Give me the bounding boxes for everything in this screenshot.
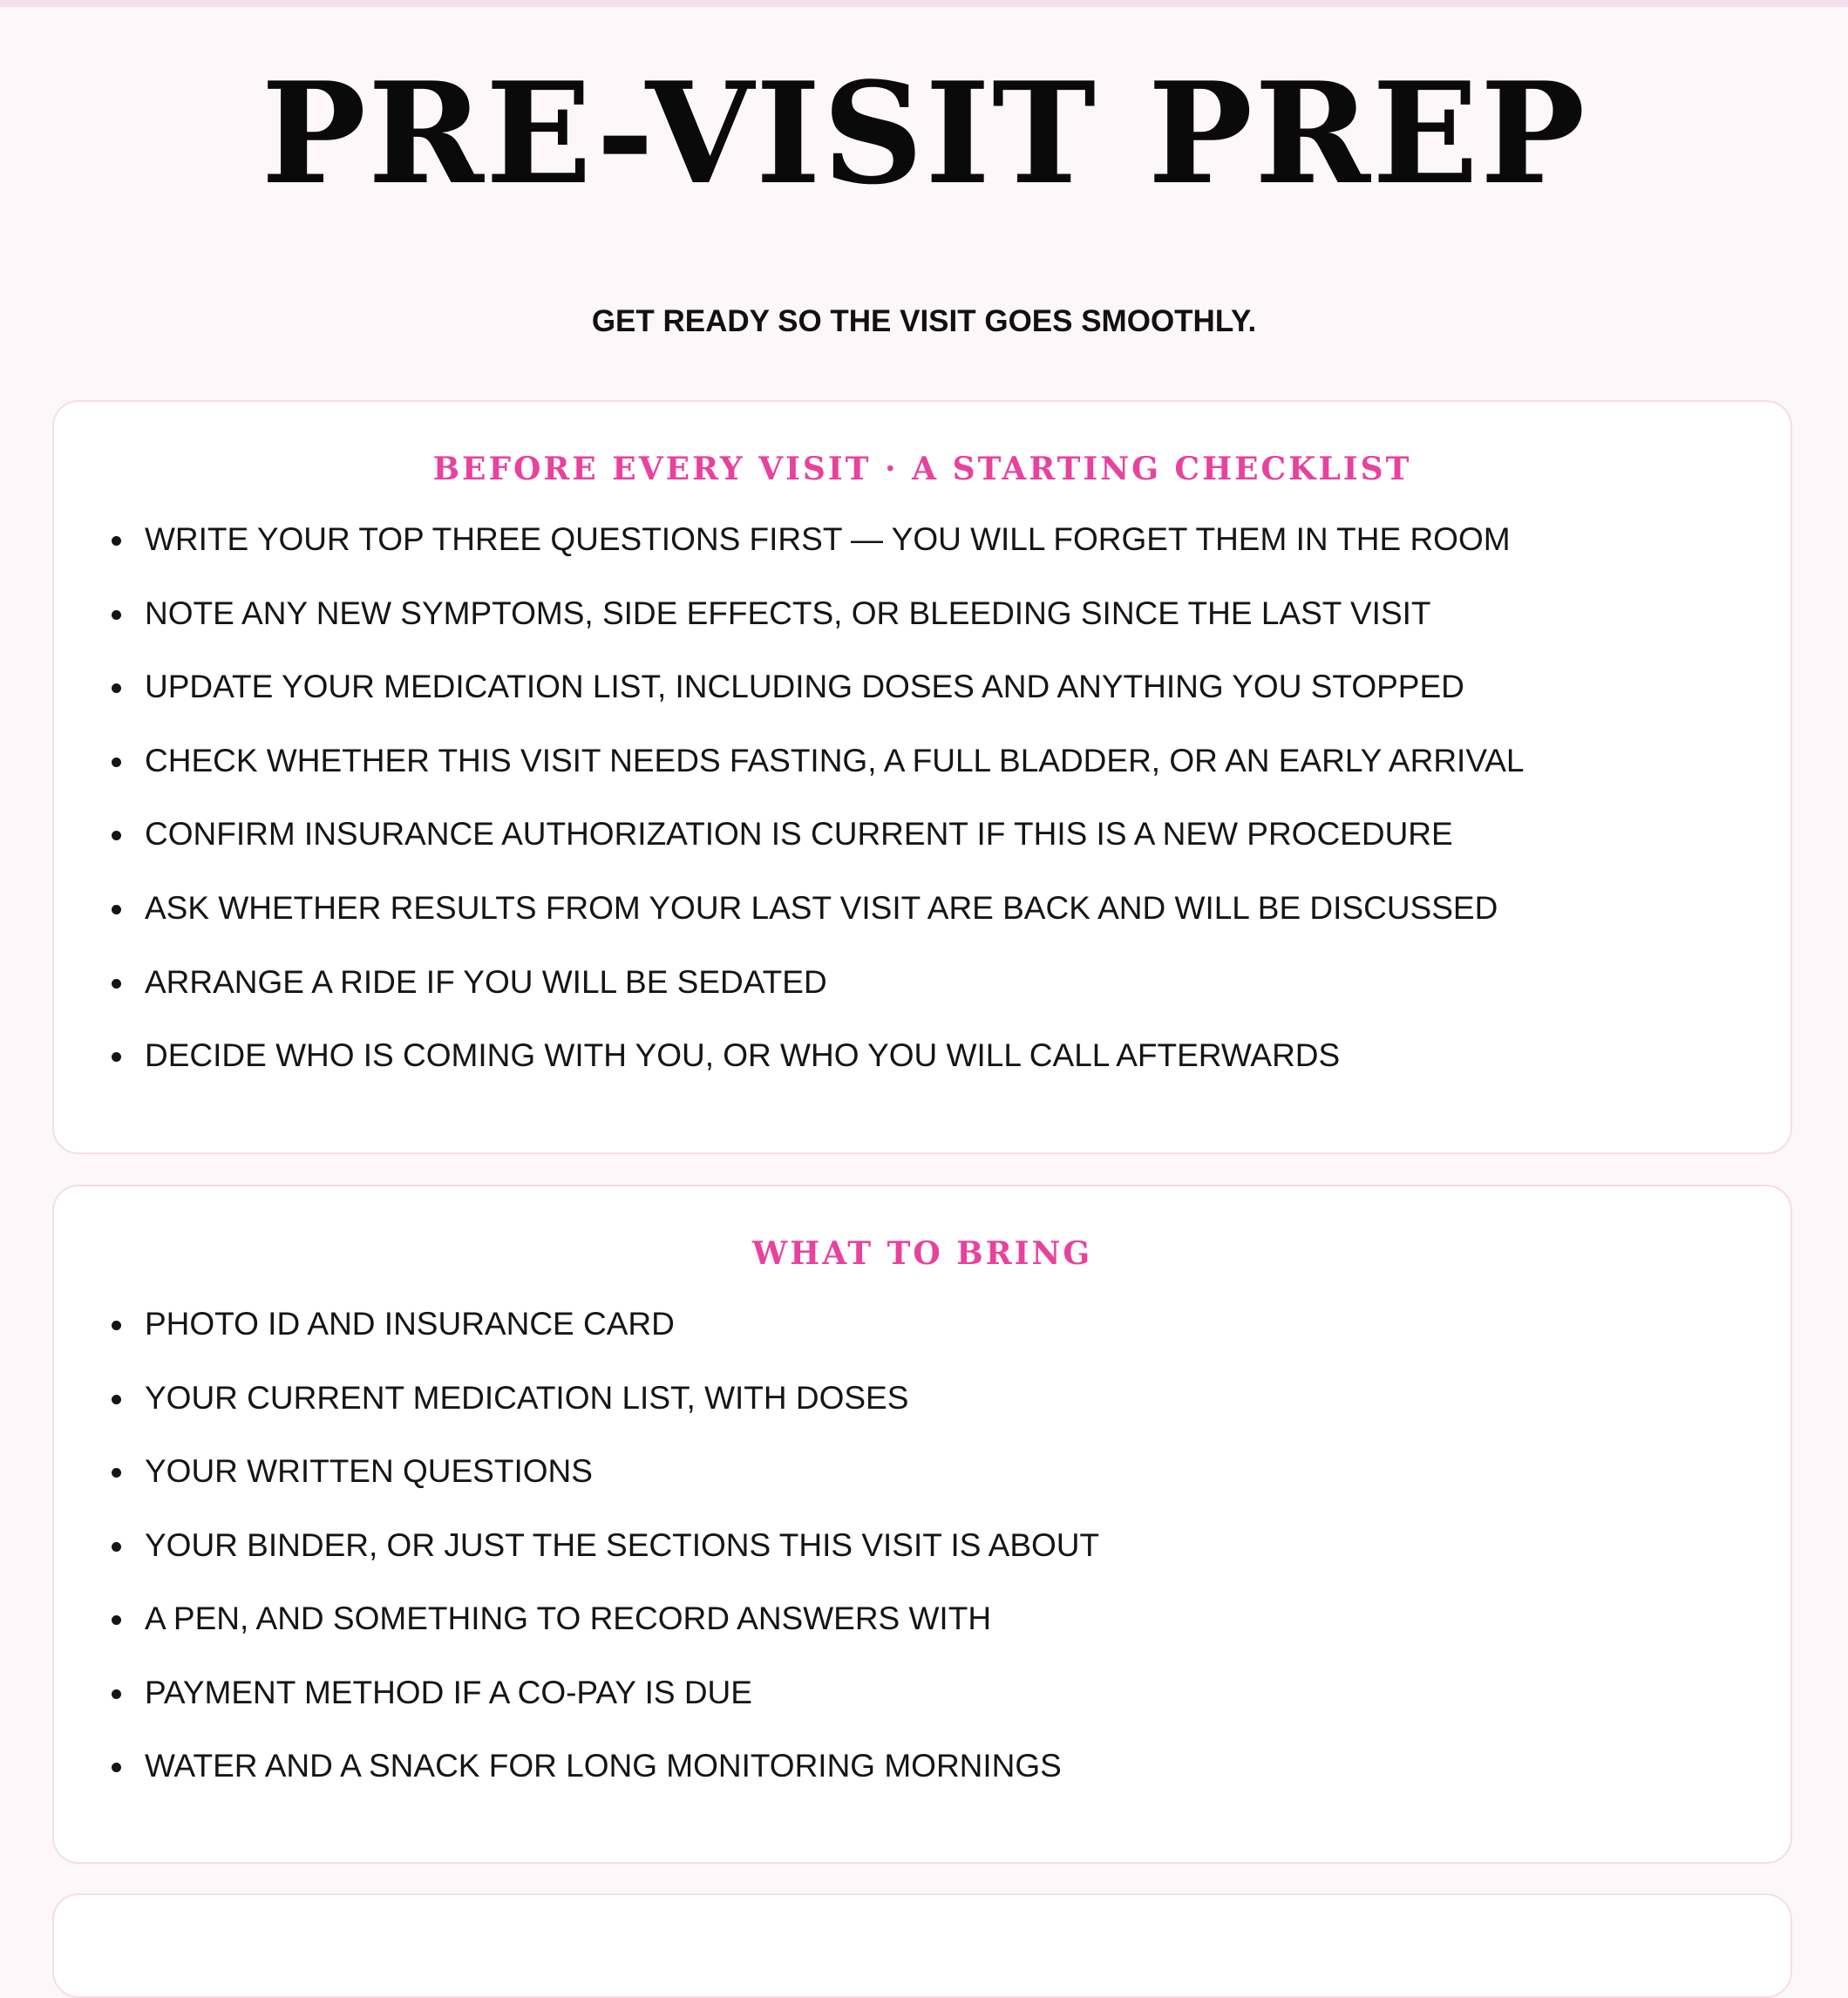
checklist-list [54,513,1790,1104]
list-item-text: CHECK WHETHER THIS VISIT NEEDS FASTING, A FULL BLADDER, OR AN EARLY ARRIVAL [145,742,1525,778]
bullet-icon [112,979,121,989]
list-item [54,956,1790,1030]
list-item [54,1372,1790,1446]
list-item-text: CONFIRM INSURANCE AUTHORIZATION IS CURRENT IF THIS IS A NEW PROCEDURE [145,816,1453,853]
bullet-icon [112,1395,121,1404]
bullet-icon [112,536,121,546]
list-item [54,1667,1790,1741]
bullet-icon [112,831,121,840]
next-section-card [52,1893,1792,1998]
list-item [54,1445,1790,1519]
list-item-text: NOTE ANY NEW SYMPTOMS, SIDE EFFECTS, OR BLEEDING SINCE THE LAST VISIT [145,595,1431,631]
bullet-icon [112,1763,121,1772]
card-heading-checklist: BEFORE EVERY VISIT · A STARTING CHECKLIST [432,451,1412,487]
bullet-icon [112,683,121,693]
list-item [54,1519,1790,1594]
list-item [54,661,1790,735]
list-item-text: PAYMENT METHOD IF A CO-PAY IS DUE [145,1674,752,1710]
what-to-bring-card [52,1185,1792,1864]
checklist-card [52,400,1792,1154]
top-divider [0,0,1848,7]
list-item-text: ASK WHETHER RESULTS FROM YOUR LAST VISIT ARE BACK AND WILL BE DISCUSSED [145,889,1498,926]
list-item [54,1030,1790,1104]
list-item-text: YOUR CURRENT MEDICATION LIST, WITH DOSES [145,1379,909,1416]
bullet-icon [112,905,121,914]
list-item [54,588,1790,662]
card-heading-what-to-bring: WHAT TO BRING [751,1235,1093,1272]
bullet-icon [112,1321,121,1330]
bullet-icon [112,1689,121,1699]
list-item-text: A PEN, AND SOMETHING TO RECORD ANSWERS WITH [145,1600,992,1636]
bullet-icon [112,1615,121,1625]
bullet-icon [112,1468,121,1478]
page-title: PRE-VISIT PREP [261,51,1587,215]
list-item-text: YOUR WRITTEN QUESTIONS [145,1453,593,1489]
list-item [54,882,1790,956]
list-item-text: ARRANGE A RIDE IF YOU WILL BE SEDATED [145,963,827,1000]
list-item-text: WATER AND A SNACK FOR LONG MONITORING MORNINGS [145,1748,1062,1784]
page-subtitle: GET READY SO THE VISIT GOES SMOOTHLY. [591,304,1257,338]
list-item-text: YOUR BINDER, OR JUST THE SECTIONS THIS VISIT IS ABOUT [145,1526,1100,1563]
list-item-text: PHOTO ID AND INSURANCE CARD [145,1306,675,1342]
list-item-text: WRITE YOUR TOP THREE QUESTIONS FIRST — YOU WILL FORGET THEM IN THE ROOM [145,521,1511,557]
bullet-icon [112,1542,121,1552]
list-item [54,735,1790,809]
list-item-text: UPDATE YOUR MEDICATION LIST, INCLUDING DOSES AND ANYTHING YOU STOPPED [145,669,1464,705]
bullet-icon [112,758,121,767]
list-item [54,1740,1790,1814]
list-item [54,513,1790,588]
what-to-bring-list [54,1298,1790,1814]
bullet-icon [112,1052,121,1062]
list-item [54,808,1790,882]
list-item-text: DECIDE WHO IS COMING WITH YOU, OR WHO YOU WILL CALL AFTERWARDS [145,1037,1341,1074]
list-item [54,1593,1790,1667]
list-item [54,1298,1790,1372]
bullet-icon [112,610,121,620]
